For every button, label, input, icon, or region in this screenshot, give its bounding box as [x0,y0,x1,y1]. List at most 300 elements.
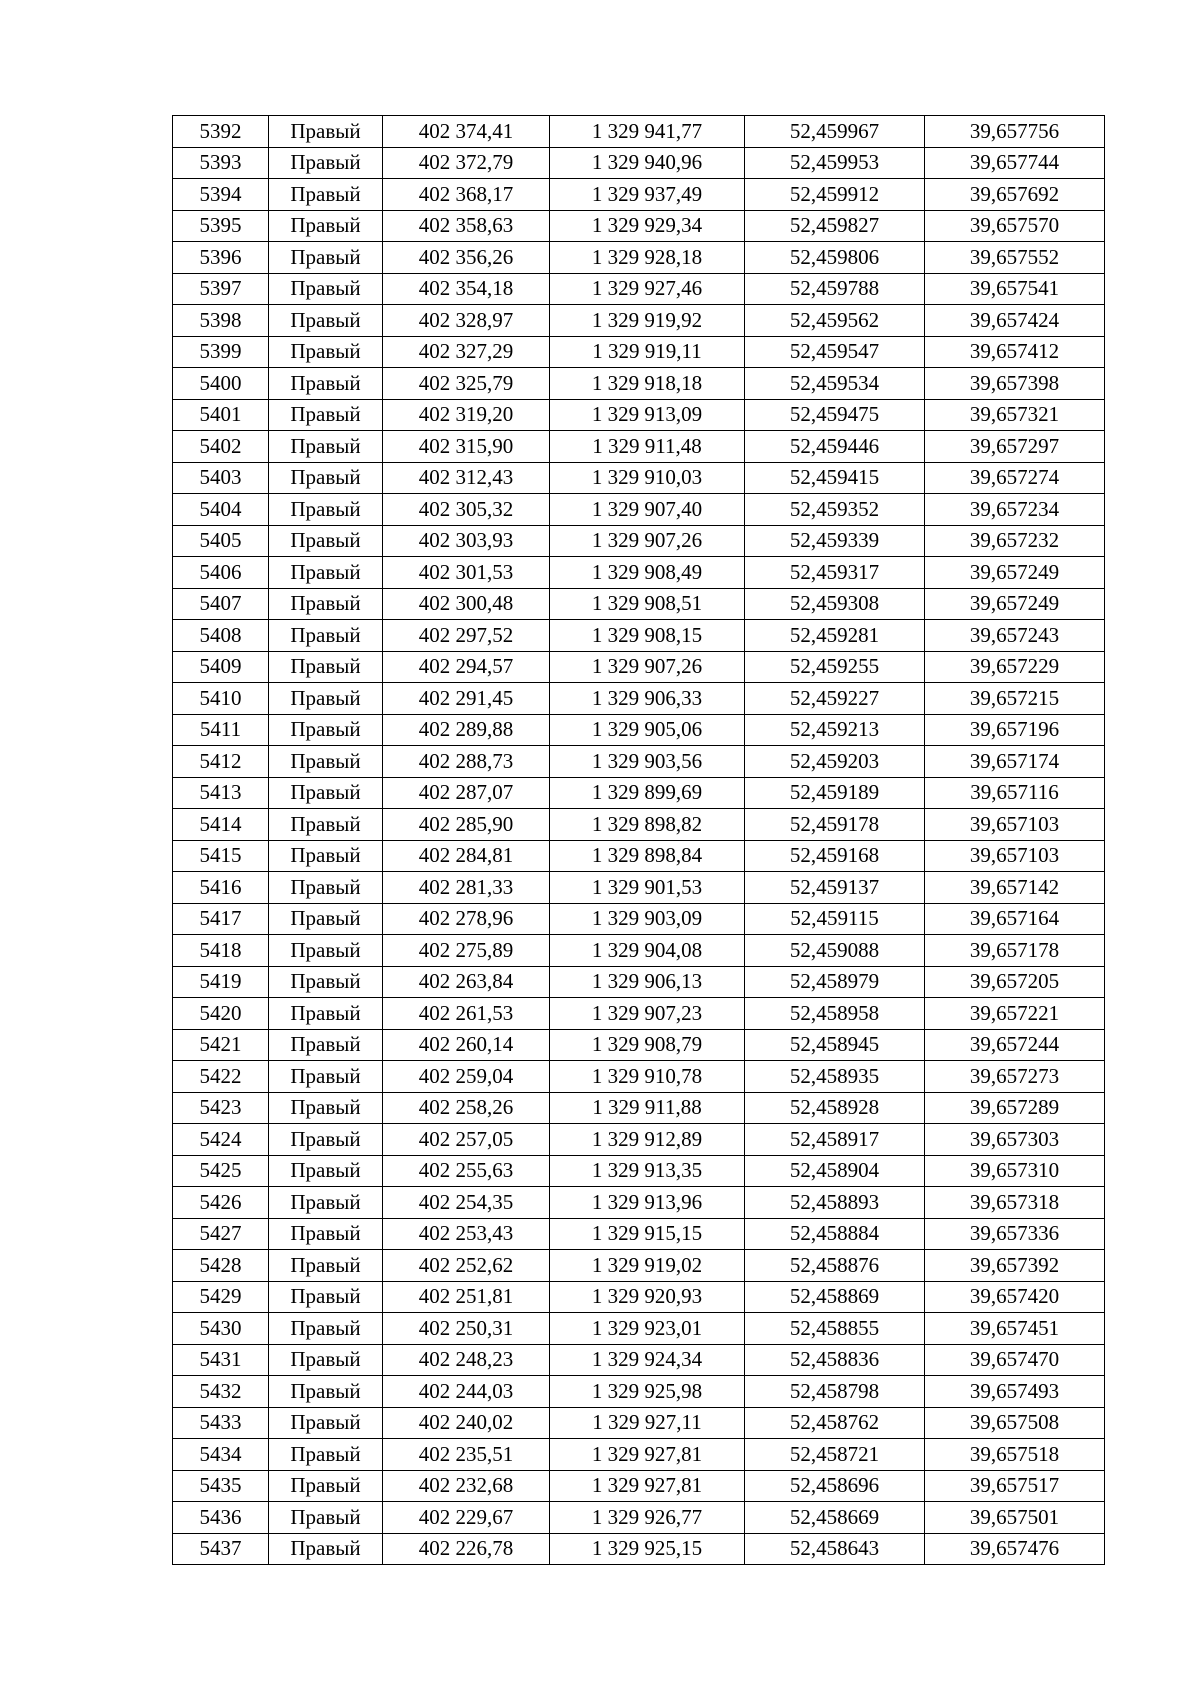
latitude-cell: 52,459213 [745,714,925,746]
table-row [173,840,1105,872]
x-coordinate-cell: 402 358,63 [383,210,550,242]
bank-side-cell: Правый [269,1376,383,1408]
point-number-cell: 5400 [173,368,269,400]
x-coordinate-cell: 402 289,88 [383,714,550,746]
point-number-cell: 5415 [173,840,269,872]
latitude-cell: 52,458917 [745,1124,925,1156]
table-row [173,557,1105,589]
point-number-cell: 5421 [173,1029,269,1061]
latitude-cell: 52,459446 [745,431,925,463]
table-row [173,368,1105,400]
table-row [173,399,1105,431]
bank-side-cell: Правый [269,714,383,746]
bank-side-cell: Правый [269,399,383,431]
latitude-cell: 52,458669 [745,1502,925,1534]
y-coordinate-cell: 1 329 912,89 [550,1124,745,1156]
x-coordinate-cell: 402 257,05 [383,1124,550,1156]
x-coordinate-cell: 402 261,53 [383,998,550,1030]
table-row [173,147,1105,179]
bank-side-cell: Правый [269,1533,383,1565]
coordinates-table [172,115,1105,1565]
y-coordinate-cell: 1 329 915,15 [550,1218,745,1250]
bank-side-cell: Правый [269,462,383,494]
longitude-cell: 39,657336 [925,1218,1105,1250]
table-row [173,1313,1105,1345]
x-coordinate-cell: 402 259,04 [383,1061,550,1093]
point-number-cell: 5429 [173,1281,269,1313]
table-row [173,1376,1105,1408]
table-row [173,1155,1105,1187]
bank-side-cell: Правый [269,903,383,935]
y-coordinate-cell: 1 329 925,15 [550,1533,745,1565]
bank-side-cell: Правый [269,179,383,211]
bank-side-cell: Правый [269,494,383,526]
longitude-cell: 39,657508 [925,1407,1105,1439]
bank-side-cell: Правый [269,336,383,368]
latitude-cell: 52,458904 [745,1155,925,1187]
longitude-cell: 39,657243 [925,620,1105,652]
latitude-cell: 52,459912 [745,179,925,211]
y-coordinate-cell: 1 329 908,49 [550,557,745,589]
x-coordinate-cell: 402 284,81 [383,840,550,872]
table-row [173,1092,1105,1124]
latitude-cell: 52,459168 [745,840,925,872]
y-coordinate-cell: 1 329 910,78 [550,1061,745,1093]
bank-side-cell: Правый [269,809,383,841]
y-coordinate-cell: 1 329 903,56 [550,746,745,778]
point-number-cell: 5404 [173,494,269,526]
x-coordinate-cell: 402 368,17 [383,179,550,211]
x-coordinate-cell: 402 312,43 [383,462,550,494]
table-row [173,1124,1105,1156]
longitude-cell: 39,657420 [925,1281,1105,1313]
point-number-cell: 5437 [173,1533,269,1565]
coordinates-table-body [173,116,1105,1565]
table-row [173,1470,1105,1502]
latitude-cell: 52,458928 [745,1092,925,1124]
table-row [173,1533,1105,1565]
latitude-cell: 52,459281 [745,620,925,652]
latitude-cell: 52,459308 [745,588,925,620]
y-coordinate-cell: 1 329 913,96 [550,1187,745,1219]
bank-side-cell: Правый [269,1218,383,1250]
longitude-cell: 39,657178 [925,935,1105,967]
x-coordinate-cell: 402 300,48 [383,588,550,620]
bank-side-cell: Правый [269,966,383,998]
longitude-cell: 39,657321 [925,399,1105,431]
y-coordinate-cell: 1 329 925,98 [550,1376,745,1408]
latitude-cell: 52,458836 [745,1344,925,1376]
y-coordinate-cell: 1 329 905,06 [550,714,745,746]
latitude-cell: 52,459806 [745,242,925,274]
latitude-cell: 52,459115 [745,903,925,935]
table-row [173,966,1105,998]
table-row [173,242,1105,274]
table-row [173,1187,1105,1219]
y-coordinate-cell: 1 329 941,77 [550,116,745,148]
bank-side-cell: Правый [269,368,383,400]
table-row [173,1344,1105,1376]
longitude-cell: 39,657493 [925,1376,1105,1408]
table-row [173,210,1105,242]
longitude-cell: 39,657517 [925,1470,1105,1502]
latitude-cell: 52,459547 [745,336,925,368]
x-coordinate-cell: 402 251,81 [383,1281,550,1313]
longitude-cell: 39,657412 [925,336,1105,368]
y-coordinate-cell: 1 329 920,93 [550,1281,745,1313]
table-row [173,1502,1105,1534]
x-coordinate-cell: 402 328,97 [383,305,550,337]
longitude-cell: 39,657273 [925,1061,1105,1093]
y-coordinate-cell: 1 329 913,09 [550,399,745,431]
table-row [173,336,1105,368]
latitude-cell: 52,459317 [745,557,925,589]
latitude-cell: 52,458876 [745,1250,925,1282]
x-coordinate-cell: 402 285,90 [383,809,550,841]
longitude-cell: 39,657552 [925,242,1105,274]
x-coordinate-cell: 402 260,14 [383,1029,550,1061]
latitude-cell: 52,459827 [745,210,925,242]
y-coordinate-cell: 1 329 908,15 [550,620,745,652]
latitude-cell: 52,459788 [745,273,925,305]
point-number-cell: 5405 [173,525,269,557]
point-number-cell: 5428 [173,1250,269,1282]
latitude-cell: 52,458935 [745,1061,925,1093]
point-number-cell: 5430 [173,1313,269,1345]
x-coordinate-cell: 402 305,32 [383,494,550,526]
x-coordinate-cell: 402 275,89 [383,935,550,967]
y-coordinate-cell: 1 329 911,48 [550,431,745,463]
point-number-cell: 5424 [173,1124,269,1156]
longitude-cell: 39,657229 [925,651,1105,683]
bank-side-cell: Правый [269,1407,383,1439]
longitude-cell: 39,657318 [925,1187,1105,1219]
x-coordinate-cell: 402 327,29 [383,336,550,368]
latitude-cell: 52,459953 [745,147,925,179]
x-coordinate-cell: 402 356,26 [383,242,550,274]
latitude-cell: 52,458798 [745,1376,925,1408]
latitude-cell: 52,458958 [745,998,925,1030]
point-number-cell: 5434 [173,1439,269,1471]
table-row [173,651,1105,683]
y-coordinate-cell: 1 329 899,69 [550,777,745,809]
bank-side-cell: Правый [269,557,383,589]
point-number-cell: 5419 [173,966,269,998]
y-coordinate-cell: 1 329 929,34 [550,210,745,242]
point-number-cell: 5399 [173,336,269,368]
y-coordinate-cell: 1 329 907,40 [550,494,745,526]
x-coordinate-cell: 402 240,02 [383,1407,550,1439]
table-row [173,809,1105,841]
longitude-cell: 39,657232 [925,525,1105,557]
point-number-cell: 5420 [173,998,269,1030]
y-coordinate-cell: 1 329 907,26 [550,525,745,557]
table-row [173,1218,1105,1250]
latitude-cell: 52,458696 [745,1470,925,1502]
bank-side-cell: Правый [269,1187,383,1219]
table-row [173,998,1105,1030]
bank-side-cell: Правый [269,242,383,274]
x-coordinate-cell: 402 232,68 [383,1470,550,1502]
point-number-cell: 5401 [173,399,269,431]
latitude-cell: 52,458945 [745,1029,925,1061]
table-row [173,1439,1105,1471]
point-number-cell: 5409 [173,651,269,683]
longitude-cell: 39,657518 [925,1439,1105,1471]
point-number-cell: 5416 [173,872,269,904]
longitude-cell: 39,657164 [925,903,1105,935]
x-coordinate-cell: 402 325,79 [383,368,550,400]
bank-side-cell: Правый [269,620,383,652]
x-coordinate-cell: 402 258,26 [383,1092,550,1124]
y-coordinate-cell: 1 329 904,08 [550,935,745,967]
longitude-cell: 39,657470 [925,1344,1105,1376]
y-coordinate-cell: 1 329 898,84 [550,840,745,872]
table-row [173,431,1105,463]
bank-side-cell: Правый [269,683,383,715]
latitude-cell: 52,459227 [745,683,925,715]
point-number-cell: 5407 [173,588,269,620]
bank-side-cell: Правый [269,746,383,778]
point-number-cell: 5393 [173,147,269,179]
point-number-cell: 5396 [173,242,269,274]
y-coordinate-cell: 1 329 926,77 [550,1502,745,1534]
y-coordinate-cell: 1 329 906,33 [550,683,745,715]
point-number-cell: 5397 [173,273,269,305]
bank-side-cell: Правый [269,305,383,337]
bank-side-cell: Правый [269,1061,383,1093]
x-coordinate-cell: 402 235,51 [383,1439,550,1471]
y-coordinate-cell: 1 329 924,34 [550,1344,745,1376]
x-coordinate-cell: 402 319,20 [383,399,550,431]
x-coordinate-cell: 402 278,96 [383,903,550,935]
y-coordinate-cell: 1 329 928,18 [550,242,745,274]
table-row [173,273,1105,305]
longitude-cell: 39,657570 [925,210,1105,242]
longitude-cell: 39,657303 [925,1124,1105,1156]
x-coordinate-cell: 402 291,45 [383,683,550,715]
table-row [173,683,1105,715]
x-coordinate-cell: 402 354,18 [383,273,550,305]
longitude-cell: 39,657196 [925,714,1105,746]
longitude-cell: 39,657249 [925,557,1105,589]
y-coordinate-cell: 1 329 923,01 [550,1313,745,1345]
point-number-cell: 5392 [173,116,269,148]
table-row [173,903,1105,935]
table-row [173,588,1105,620]
y-coordinate-cell: 1 329 927,81 [550,1470,745,1502]
y-coordinate-cell: 1 329 906,13 [550,966,745,998]
table-row [173,714,1105,746]
table-row [173,1407,1105,1439]
x-coordinate-cell: 402 372,79 [383,147,550,179]
longitude-cell: 39,657476 [925,1533,1105,1565]
table-row [173,305,1105,337]
y-coordinate-cell: 1 329 907,26 [550,651,745,683]
bank-side-cell: Правый [269,935,383,967]
table-row [173,1029,1105,1061]
bank-side-cell: Правый [269,525,383,557]
point-number-cell: 5425 [173,1155,269,1187]
point-number-cell: 5432 [173,1376,269,1408]
latitude-cell: 52,459475 [745,399,925,431]
longitude-cell: 39,657310 [925,1155,1105,1187]
x-coordinate-cell: 402 253,43 [383,1218,550,1250]
point-number-cell: 5412 [173,746,269,778]
point-number-cell: 5422 [173,1061,269,1093]
latitude-cell: 52,458721 [745,1439,925,1471]
y-coordinate-cell: 1 329 910,03 [550,462,745,494]
bank-side-cell: Правый [269,1155,383,1187]
point-number-cell: 5410 [173,683,269,715]
table-row [173,116,1105,148]
y-coordinate-cell: 1 329 908,79 [550,1029,745,1061]
point-number-cell: 5414 [173,809,269,841]
point-number-cell: 5406 [173,557,269,589]
longitude-cell: 39,657221 [925,998,1105,1030]
table-row [173,179,1105,211]
latitude-cell: 52,459415 [745,462,925,494]
x-coordinate-cell: 402 250,31 [383,1313,550,1345]
longitude-cell: 39,657541 [925,273,1105,305]
x-coordinate-cell: 402 254,35 [383,1187,550,1219]
bank-side-cell: Правый [269,588,383,620]
point-number-cell: 5423 [173,1092,269,1124]
latitude-cell: 52,458893 [745,1187,925,1219]
x-coordinate-cell: 402 226,78 [383,1533,550,1565]
y-coordinate-cell: 1 329 911,88 [550,1092,745,1124]
table-row [173,620,1105,652]
point-number-cell: 5402 [173,431,269,463]
y-coordinate-cell: 1 329 919,92 [550,305,745,337]
latitude-cell: 52,459967 [745,116,925,148]
point-number-cell: 5431 [173,1344,269,1376]
longitude-cell: 39,657234 [925,494,1105,526]
latitude-cell: 52,459178 [745,809,925,841]
bank-side-cell: Правый [269,273,383,305]
point-number-cell: 5411 [173,714,269,746]
y-coordinate-cell: 1 329 919,11 [550,336,745,368]
y-coordinate-cell: 1 329 919,02 [550,1250,745,1282]
longitude-cell: 39,657744 [925,147,1105,179]
latitude-cell: 52,458762 [745,1407,925,1439]
longitude-cell: 39,657398 [925,368,1105,400]
y-coordinate-cell: 1 329 927,81 [550,1439,745,1471]
longitude-cell: 39,657249 [925,588,1105,620]
x-coordinate-cell: 402 315,90 [383,431,550,463]
longitude-cell: 39,657501 [925,1502,1105,1534]
table-row [173,777,1105,809]
point-number-cell: 5433 [173,1407,269,1439]
longitude-cell: 39,657297 [925,431,1105,463]
table-row [173,525,1105,557]
longitude-cell: 39,657451 [925,1313,1105,1345]
table-row [173,872,1105,904]
longitude-cell: 39,657274 [925,462,1105,494]
table-row [173,1281,1105,1313]
bank-side-cell: Правый [269,998,383,1030]
bank-side-cell: Правый [269,1470,383,1502]
bank-side-cell: Правый [269,1502,383,1534]
y-coordinate-cell: 1 329 927,46 [550,273,745,305]
table-row [173,462,1105,494]
y-coordinate-cell: 1 329 927,11 [550,1407,745,1439]
latitude-cell: 52,458643 [745,1533,925,1565]
x-coordinate-cell: 402 255,63 [383,1155,550,1187]
table-row [173,935,1105,967]
x-coordinate-cell: 402 287,07 [383,777,550,809]
bank-side-cell: Правый [269,1313,383,1345]
bank-side-cell: Правый [269,116,383,148]
bank-side-cell: Правый [269,147,383,179]
x-coordinate-cell: 402 281,33 [383,872,550,904]
latitude-cell: 52,459352 [745,494,925,526]
longitude-cell: 39,657756 [925,116,1105,148]
y-coordinate-cell: 1 329 918,18 [550,368,745,400]
bank-side-cell: Правый [269,1029,383,1061]
y-coordinate-cell: 1 329 913,35 [550,1155,745,1187]
point-number-cell: 5418 [173,935,269,967]
x-coordinate-cell: 402 297,52 [383,620,550,652]
longitude-cell: 39,657142 [925,872,1105,904]
latitude-cell: 52,458855 [745,1313,925,1345]
y-coordinate-cell: 1 329 903,09 [550,903,745,935]
y-coordinate-cell: 1 329 908,51 [550,588,745,620]
point-number-cell: 5427 [173,1218,269,1250]
table-row [173,1061,1105,1093]
point-number-cell: 5395 [173,210,269,242]
x-coordinate-cell: 402 229,67 [383,1502,550,1534]
longitude-cell: 39,657116 [925,777,1105,809]
latitude-cell: 52,458869 [745,1281,925,1313]
x-coordinate-cell: 402 374,41 [383,116,550,148]
bank-side-cell: Правый [269,1281,383,1313]
point-number-cell: 5413 [173,777,269,809]
point-number-cell: 5398 [173,305,269,337]
latitude-cell: 52,458979 [745,966,925,998]
point-number-cell: 5426 [173,1187,269,1219]
bank-side-cell: Правый [269,872,383,904]
bank-side-cell: Правый [269,1092,383,1124]
x-coordinate-cell: 402 303,93 [383,525,550,557]
bank-side-cell: Правый [269,1344,383,1376]
longitude-cell: 39,657289 [925,1092,1105,1124]
x-coordinate-cell: 402 301,53 [383,557,550,589]
bank-side-cell: Правый [269,777,383,809]
bank-side-cell: Правый [269,651,383,683]
longitude-cell: 39,657205 [925,966,1105,998]
longitude-cell: 39,657103 [925,809,1105,841]
bank-side-cell: Правый [269,431,383,463]
x-coordinate-cell: 402 244,03 [383,1376,550,1408]
y-coordinate-cell: 1 329 898,82 [550,809,745,841]
point-number-cell: 5403 [173,462,269,494]
point-number-cell: 5417 [173,903,269,935]
longitude-cell: 39,657103 [925,840,1105,872]
latitude-cell: 52,459534 [745,368,925,400]
y-coordinate-cell: 1 329 901,53 [550,872,745,904]
y-coordinate-cell: 1 329 907,23 [550,998,745,1030]
longitude-cell: 39,657174 [925,746,1105,778]
table-row [173,494,1105,526]
x-coordinate-cell: 402 252,62 [383,1250,550,1282]
latitude-cell: 52,459562 [745,305,925,337]
x-coordinate-cell: 402 294,57 [383,651,550,683]
point-number-cell: 5394 [173,179,269,211]
bank-side-cell: Правый [269,210,383,242]
longitude-cell: 39,657692 [925,179,1105,211]
latitude-cell: 52,459137 [745,872,925,904]
